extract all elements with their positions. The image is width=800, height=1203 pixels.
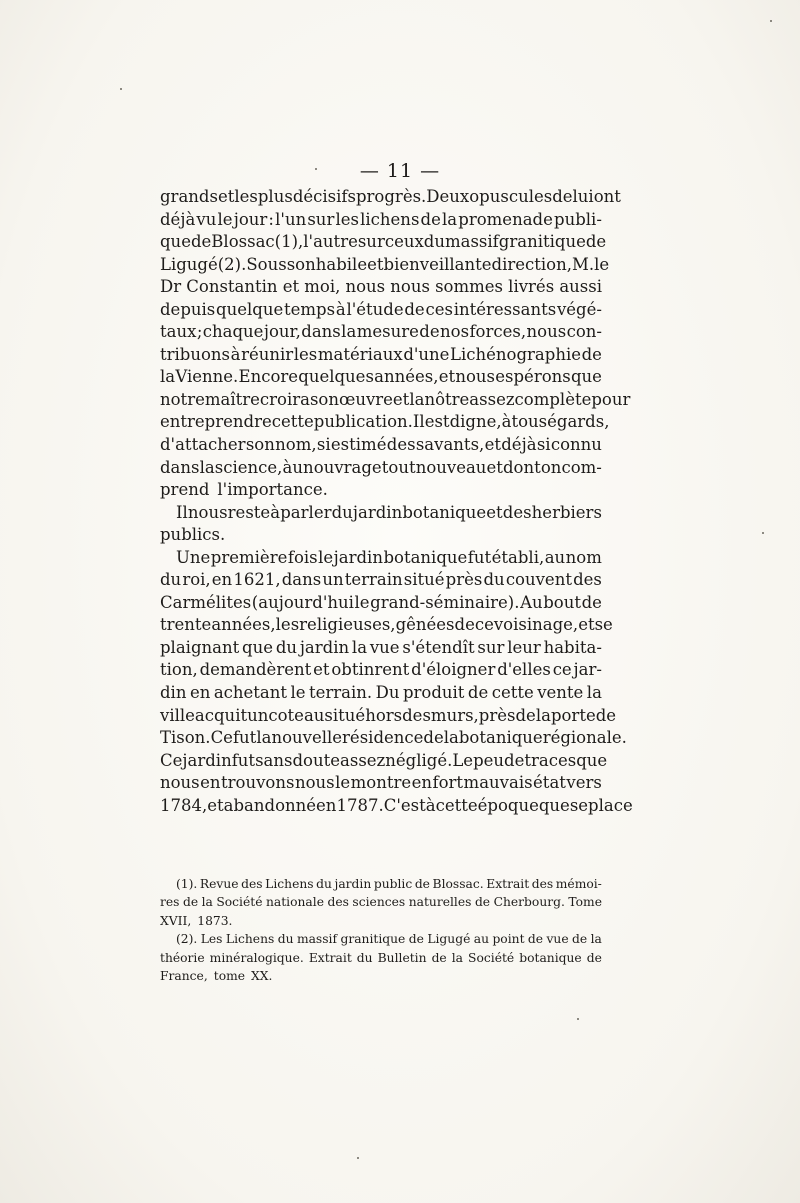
paper-speck (357, 1157, 359, 1159)
text-line: Ligugé (2). Sous son habile et bienveillante direction, M. le (160, 254, 610, 274)
text-line: du roi, en 1621, dans un terrain situé près du couvent des (160, 570, 602, 590)
text-line: taux ; chaque jour, dans la mesure de nos forces, nous con- (160, 322, 602, 342)
text-line: entreprendre cette publication. Il est digne, à tous égards, (160, 412, 610, 432)
paper-speck (120, 88, 122, 90)
footnote-line: (2). Les Lichens du massif granitique de Ligugé au point de vue de la (176, 932, 602, 947)
text-line: din en achetant le terrain. Du produit de cette vente la (160, 683, 602, 703)
text-line: Il nous reste à parler du jardin botanique et des herbiers (176, 502, 602, 522)
text-line: ville acquit un coteau situé hors des murs, près de la porte de (160, 705, 617, 725)
text-line: notre maître croira son œuvre et la nôtre assez complète pour (160, 389, 631, 409)
text-line: publics. (160, 525, 226, 545)
text-line: dans la science, à un ouvrage tout nouveau et dont on com- (160, 457, 602, 477)
text-line: Tison. Ce fut la nouvelle résidence de la botanique régionale. (160, 728, 627, 748)
footnote-line: théorie minéralogique. Extrait du Bulletin de la Société botanique de (160, 950, 602, 965)
footnote-line: (1). Revue des Lichens du jardin public de Blossac. Extrait des mémoi- (176, 877, 602, 891)
text-line: que de Blossac (1), l'autre sur ceux du massif granitique de (160, 232, 607, 252)
paper-speck (770, 20, 772, 22)
footnote-line: France, tome XX. (160, 968, 273, 983)
text-line: depuis quelque temps à l'étude de ces intéressants végé- (160, 299, 602, 319)
body-text (160, 186, 633, 817)
text-line: d'attacher son nom, si estimé des savants, et déjà si connu (160, 435, 602, 455)
text-line: plaignant que du jardin la vue s'étendît sur leur habita- (160, 637, 602, 657)
text-line: 1784, et abandonné en 1787. C'est à cette époque que se place (160, 795, 633, 815)
paper-speck (762, 532, 764, 534)
paper-speck (315, 168, 317, 170)
text-line: Dr Constantin et moi, nous nous sommes livrés aussi (160, 277, 602, 297)
text-line: trente années, les religieuses, gênées de ce voisinage, et se (160, 615, 613, 635)
footnotes (160, 875, 602, 985)
paper-speck (577, 1018, 579, 1020)
text-line: la Vienne. Encore quelques années, et nous espérons que (160, 367, 602, 387)
footnote-line: res de la Société nationale des sciences naturelles de Cherbourg. Tome (160, 895, 602, 910)
text-line: tribuons à réunir les matériaux d'une Lichénographie de (160, 344, 602, 364)
text-line: tion, demandèrent et obtinrent d'éloigner d'elles ce jar- (160, 660, 602, 680)
footnote-line: XVII, 1873. (160, 913, 233, 928)
text-line: nous en trouvons nous le montre en fort mauvais état vers (160, 773, 602, 793)
text-line: grands et les plus décisifs progrès. Deux opuscules de lui ont (160, 187, 621, 206)
text-line: Une première fois le jardin botanique fut établi, au nom (176, 547, 602, 567)
text-line: prend l'importance. (160, 480, 328, 500)
text-line: Carmélites (aujourd'hui le grand-séminaire). Au bout de (160, 592, 602, 612)
text-line: Ce jardin fut sans doute assez négligé. Le peu de traces que (160, 750, 608, 770)
page-number-header: — 11 — (359, 160, 441, 182)
text-line: déjà vu le jour : l'un sur les lichens de la promenade publi- (160, 209, 602, 229)
